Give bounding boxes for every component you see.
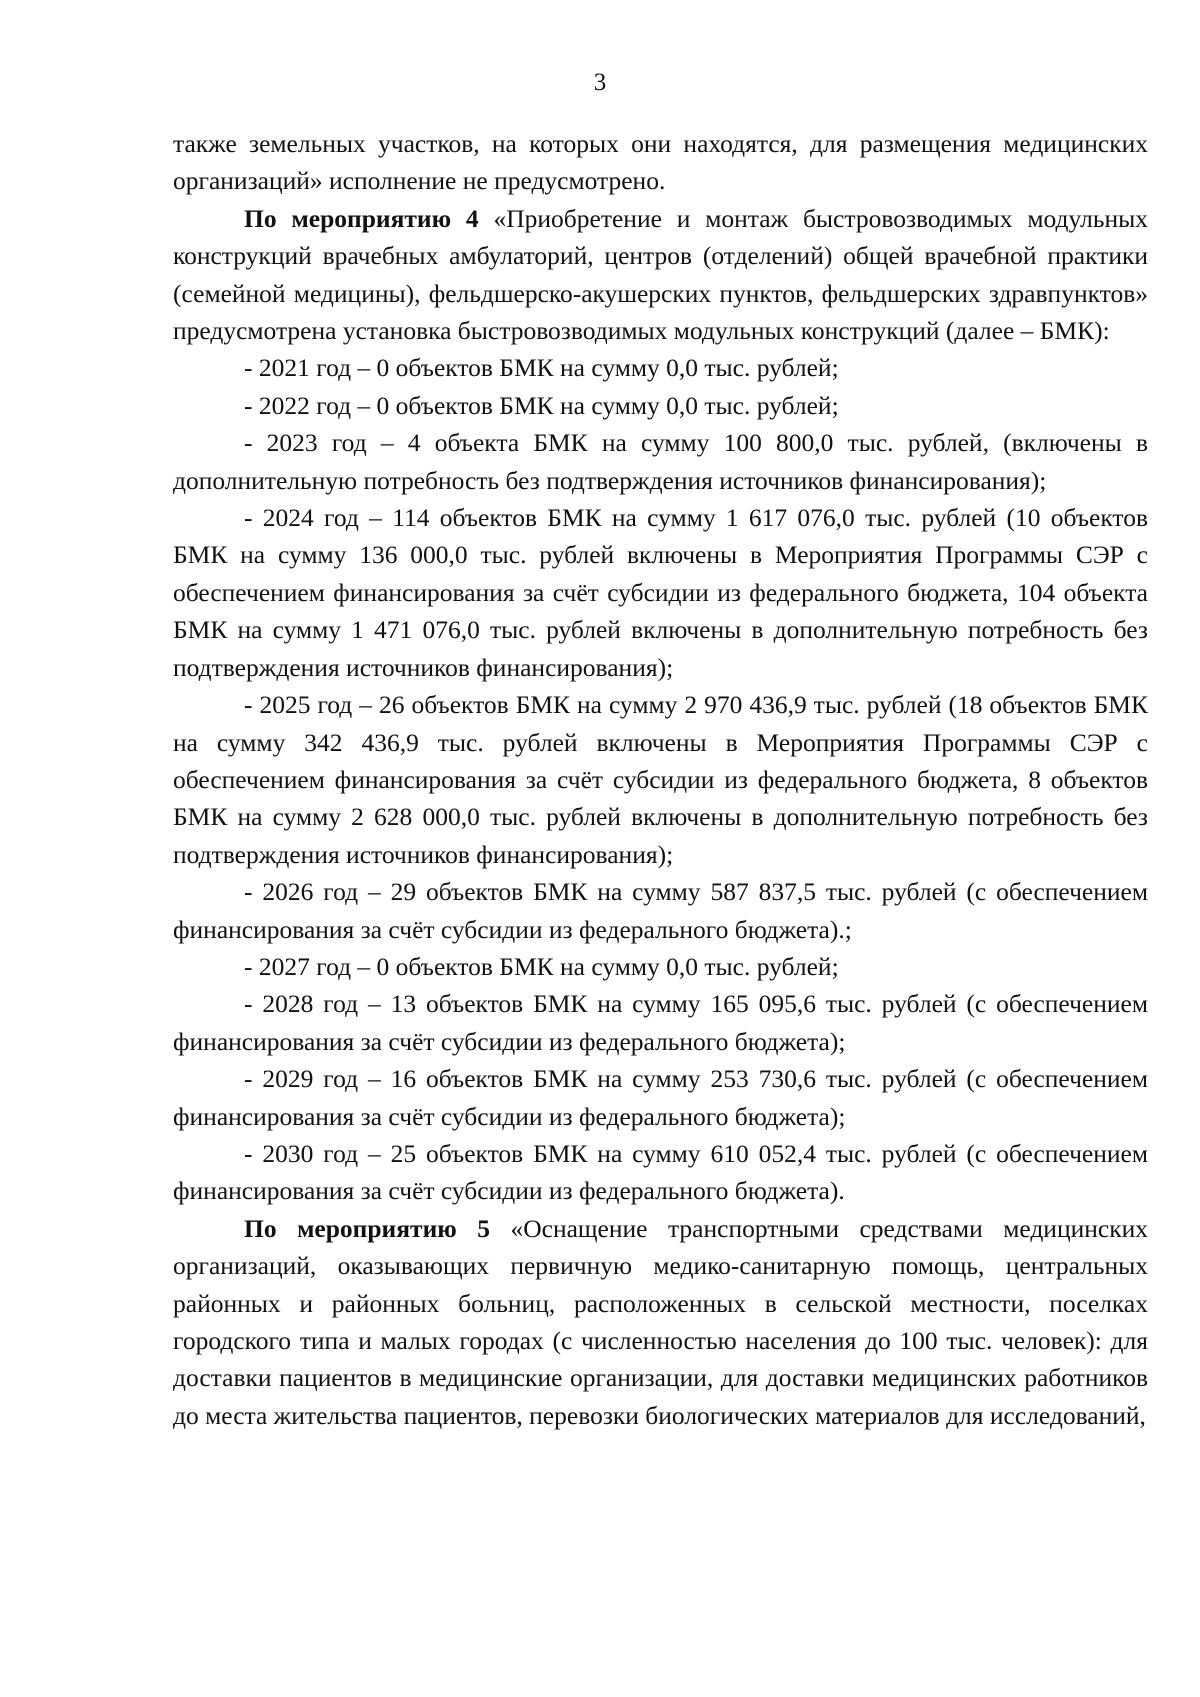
list-item-2026 xyxy=(173,873,1148,948)
document-body xyxy=(173,125,1148,1434)
list-item-text: - 2023 год – 4 объекта БМК на сумму 100 800,0 тыс. рублей, (включены в дополнительную потребность без подтверждения источников финансирования); xyxy=(173,428,1148,495)
paragraph-measure-4 xyxy=(173,200,1148,350)
list-item-2022 xyxy=(173,387,1148,424)
list-item-text: - 2022 год – 0 объектов БМК на сумму 0,0 тыс. рублей; xyxy=(244,390,839,420)
list-item-2024 xyxy=(173,499,1148,686)
list-item-2021 xyxy=(173,349,1148,386)
paragraph-continuation xyxy=(173,125,1148,200)
list-item-2025 xyxy=(173,686,1148,873)
measure-4-lead: По мероприятию 4 xyxy=(244,203,479,233)
paragraph-measure-5 xyxy=(173,1210,1148,1434)
list-item-text: - 2028 год – 13 объектов БМК на сумму 165 095,6 тыс. рублей (с обеспечением финансирования за счёт субсидии из федерального бюджета); xyxy=(173,989,1148,1056)
list-item-text: - 2021 год – 0 объектов БМК на сумму 0,0 тыс. рублей; xyxy=(244,353,839,383)
measure-5-lead: По мероприятию 5 xyxy=(244,1213,490,1243)
list-item-2027 xyxy=(173,948,1148,985)
list-item-text: - 2029 год – 16 объектов БМК на сумму 253 730,6 тыс. рублей (с обеспечением финансирования за счёт субсидии из федерального бюджета); xyxy=(173,1064,1148,1131)
list-item-text: - 2026 год – 29 объектов БМК на сумму 587 837,5 тыс. рублей (с обеспечением финансирования за счёт субсидии из федерального бюджета).; xyxy=(173,877,1148,944)
list-item-text: - 2030 год – 25 объектов БМК на сумму 610 052,4 тыс. рублей (с обеспечением финансирования за счёт субсидии из федерального бюджета). xyxy=(173,1138,1148,1206)
paragraph-text: «Приобретение и монтаж быстровозводимых модульных конструкций врачебных амбулаторий, центров (отделений) общей врачебной практики (семейной медицины), фельдшерско-акушерских пунктов, фельдшерских здравпунктов» предусмотрена установка быстровозводимых модульных конструкций (далее – БМК): xyxy=(173,203,1148,346)
list-item-text: - 2024 год – 114 объектов БМК на сумму 1 617 076,0 тыс. рублей (10 объектов БМК на сумму 136 000,0 тыс. рублей включены в Мероприятия Программы СЭР с обеспечением финансирования за счёт субсидии из федерального бюджета, 104 объекта БМК на сумму 1 471 076,0 тыс. рублей включены в дополнительную потребность без подтверждения источников финансирования); xyxy=(173,503,1148,682)
list-item-2030 xyxy=(173,1135,1148,1210)
list-item-text: - 2027 год – 0 объектов БМК на сумму 0,0 тыс. рублей; xyxy=(244,951,839,981)
list-item-text: - 2025 год – 26 объектов БМК на сумму 2 970 436,9 тыс. рублей (18 объектов БМК на сумму 342 436,9 тыс. рублей включены в Мероприятия Программы СЭР с обеспечением финансирования за счёт субсидии из федерального бюджета, 8 объектов БМК на сумму 2 628 000,0 тыс. рублей включены в дополнительную потребность без подтверждения источников финансирования); xyxy=(173,690,1148,869)
paragraph-text: «Оснащение транспортными средствами медицинских организаций, оказывающих первичную медико-санитарную помощь, центральных районных и районных больниц, расположенных в сельской местности, поселках городского типа и малых городах (с численностью населения до 100 тыс. человек): для доставки пациентов в медицинские организации, для доставки медицинских работников до места жительства пациентов, перевозки биологических материалов для исследований, xyxy=(173,1213,1148,1430)
list-item-2029 xyxy=(173,1060,1148,1135)
paragraph-text: также земельных участков, на которых они находятся, для размещения медицинских организаций» исполнение не предусмотрено. xyxy=(173,129,1148,196)
page-number: 3 xyxy=(593,69,607,96)
list-item-2023 xyxy=(173,424,1148,499)
list-item-2028 xyxy=(173,985,1148,1060)
